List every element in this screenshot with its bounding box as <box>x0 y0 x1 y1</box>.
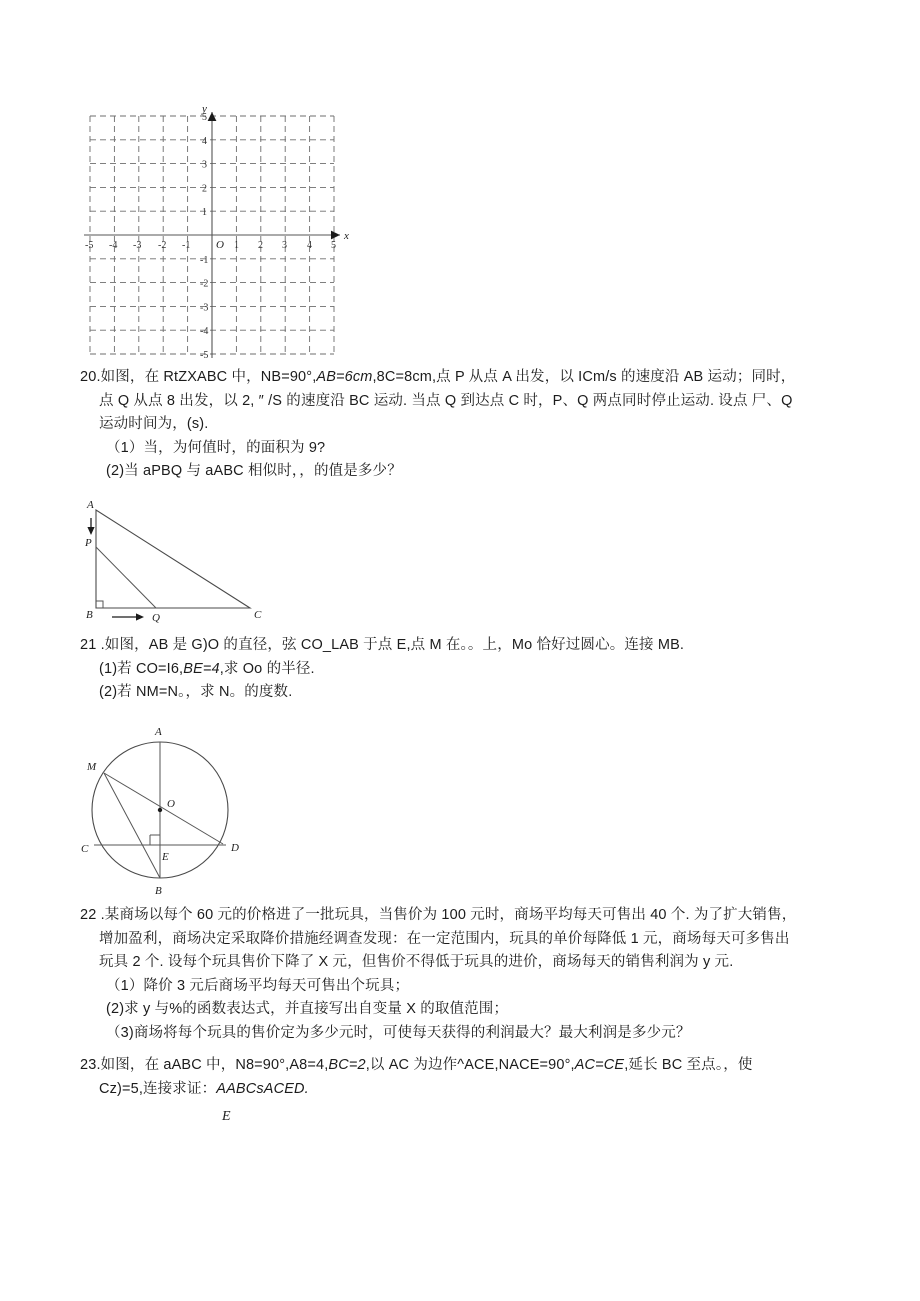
problem-20 <box>80 366 840 484</box>
problem-23-line1-italic: BC=2 <box>328 1057 366 1073</box>
circle-svg <box>70 718 270 903</box>
circle-label-A: A <box>155 726 162 738</box>
right-angle-mark-e <box>150 835 160 845</box>
triangle-label-A: A <box>87 499 94 511</box>
problem-23-line2-italic: AABCsACED. <box>216 1080 309 1097</box>
problem-21-sub1-head: (1)若 CO=I6, <box>99 660 184 677</box>
problem-21-line1-text: .如图，AB 是 G)O 的直径，弦 CO_LAB 于点 E,点 M 在。。上，Mo 恰好过圆心。连接 MB. <box>100 637 685 653</box>
y-tick: -2 <box>200 278 209 290</box>
x-tick: -4 <box>109 240 118 251</box>
x-tick: -5 <box>85 240 94 251</box>
problem-23-line1-head: .如图，在 aABC 中，N8=90°,A8=4, <box>96 1057 329 1073</box>
circle-label-O: O <box>167 798 175 810</box>
y-axis-label: y <box>202 103 207 115</box>
problem-20-line-3: 运动时间为，(s). <box>99 416 209 432</box>
coordinate-plane-svg <box>78 96 353 364</box>
problem-20-number: 20 <box>80 369 97 385</box>
circle-label-M: M <box>87 761 97 773</box>
x-tick: -1 <box>182 240 191 251</box>
problem-20-line1-tail: ,8C=8cm,点 P 从点 A 出发，以 ICm/s 的速度沿 AB 运动；同时， <box>372 369 796 385</box>
x-tick: 3 <box>282 240 287 251</box>
x-tick: 5 <box>331 240 336 251</box>
y-tick: -5 <box>200 350 209 361</box>
problem-23-line-1 <box>80 1054 840 1078</box>
x-tick: 1 <box>234 240 239 251</box>
problem-21-sub-2: (2)若 NM=N。，求 N。的度数. <box>99 684 293 700</box>
problem-22-line-1 <box>80 904 840 928</box>
down-arrow-icon <box>87 518 94 535</box>
right-arrow-icon <box>112 613 144 620</box>
problem-21-sub-1 <box>80 658 840 682</box>
problem-22-line-3: 玩具 2 个. 设每个玩具售价下降了 X 元，但售价不得低于玩具的进价，商场每天的销售利润为 y 元. <box>99 954 734 970</box>
y-tick: 2 <box>202 183 207 195</box>
problem-20-line1-head: .如图，在 RtZXABC 中，NB=90°, <box>96 369 317 385</box>
problem-23-line1-tail: ,以 AC 为边作^ACE,NACE=90°, <box>365 1057 575 1073</box>
problem-23-line-2 <box>80 1078 840 1102</box>
y-tick: 4 <box>202 135 207 147</box>
segment-pq <box>96 547 156 608</box>
x-tick-labels <box>85 240 336 251</box>
problem-22-number: 22 <box>80 907 97 923</box>
problem-23 <box>80 1054 840 1101</box>
x-axis-label: x <box>344 230 349 242</box>
y-tick: -4 <box>200 326 209 338</box>
problem-20-line-2: 点 Q 从点 8 出发，以 2, ″ /S 的速度沿 BC 运动. 当点 Q 到达点 C 时，P、Q 两点同时停止运动. 设点 尸、Q <box>99 392 793 409</box>
circle-label-C: C <box>81 843 89 855</box>
origin-label: O <box>216 239 224 251</box>
y-tick: -1 <box>200 255 209 266</box>
problem-21-sub1-italic: BE=4 <box>183 660 220 677</box>
right-triangle-svg <box>78 498 308 626</box>
problem-23-line1-italic-2: AC=CE <box>574 1057 625 1073</box>
circle-label-B: B <box>155 885 162 897</box>
x-tick: -2 <box>158 240 167 251</box>
triangle-label-B: B <box>86 609 93 621</box>
problem-23-line1-tail-2: ,延长 BC 至点。，使 <box>624 1057 753 1073</box>
y-tick: -3 <box>200 302 209 314</box>
problem-22-line1-text: .某商场以每个 60 元的价格进了一批玩具，当售价为 100 元时，商场平均每天可售出 40 个. 为了扩大销售， <box>100 907 797 923</box>
problem-21-number: 21 <box>80 637 97 653</box>
problem-20-sub-1: （1）当，为何值时，的面积为 9? <box>106 439 326 456</box>
problem-23-figure-label-E: E <box>222 1109 231 1124</box>
problem-21-line-1 <box>80 634 840 658</box>
x-tick: 4 <box>307 240 312 251</box>
x-tick: 2 <box>258 240 263 251</box>
problem-20-line1-italic: AB=6cm <box>316 369 373 385</box>
problem-23-line2-head: Cz)=5,连接求证： <box>99 1080 217 1097</box>
y-tick: 1 <box>202 207 207 219</box>
segment-mb <box>104 773 160 878</box>
problem-22-line-2: 增加盈利，商场决定采取降价措施经调查发现：在一定范围内，玩具的单价每降低 1 元，商场每天可多售出 <box>99 930 790 947</box>
triangle-label-Q: Q <box>152 612 160 624</box>
right-angle-mark-b <box>96 601 103 608</box>
segment-md <box>104 773 223 844</box>
problem-22-sub-1: （1）降价 3 元后商场平均每天可售出个玩具； <box>106 977 410 994</box>
circle-figure <box>70 718 270 903</box>
circle-label-E: E <box>162 851 169 863</box>
problem-22-sub-2: (2)求 y 与%的函数表达式，并直接写出自变量 X 的取值范围； <box>106 1001 509 1017</box>
problem-22 <box>80 904 840 1045</box>
circle-label-D: D <box>231 842 239 854</box>
y-tick-labels <box>200 112 208 361</box>
center-point-dot <box>158 808 162 812</box>
problem-20-sub-2: (2)当 aPBQ 与 aABC 相似时，，的值是多少？ <box>106 463 402 479</box>
problem-21-sub1-tail: ,求 Oo 的半径. <box>219 660 315 677</box>
triangle-label-P: P <box>85 537 92 549</box>
triangle-abc-path <box>96 510 250 608</box>
problem-23-number: 23 <box>80 1057 97 1073</box>
problem-21 <box>80 634 840 705</box>
y-tick: 3 <box>202 159 207 171</box>
problem-20-line-1 <box>80 366 840 390</box>
x-tick: -3 <box>133 240 142 251</box>
coordinate-plane-figure <box>78 96 353 364</box>
right-triangle-figure <box>78 498 308 626</box>
triangle-label-C: C <box>254 609 262 621</box>
problem-22-sub-3: （3)商场将每个玩具的售价定为多少元时，可使每天获得的利润最大？最大利润是多少元？ <box>106 1024 691 1041</box>
y-tick: 5 <box>202 112 207 123</box>
